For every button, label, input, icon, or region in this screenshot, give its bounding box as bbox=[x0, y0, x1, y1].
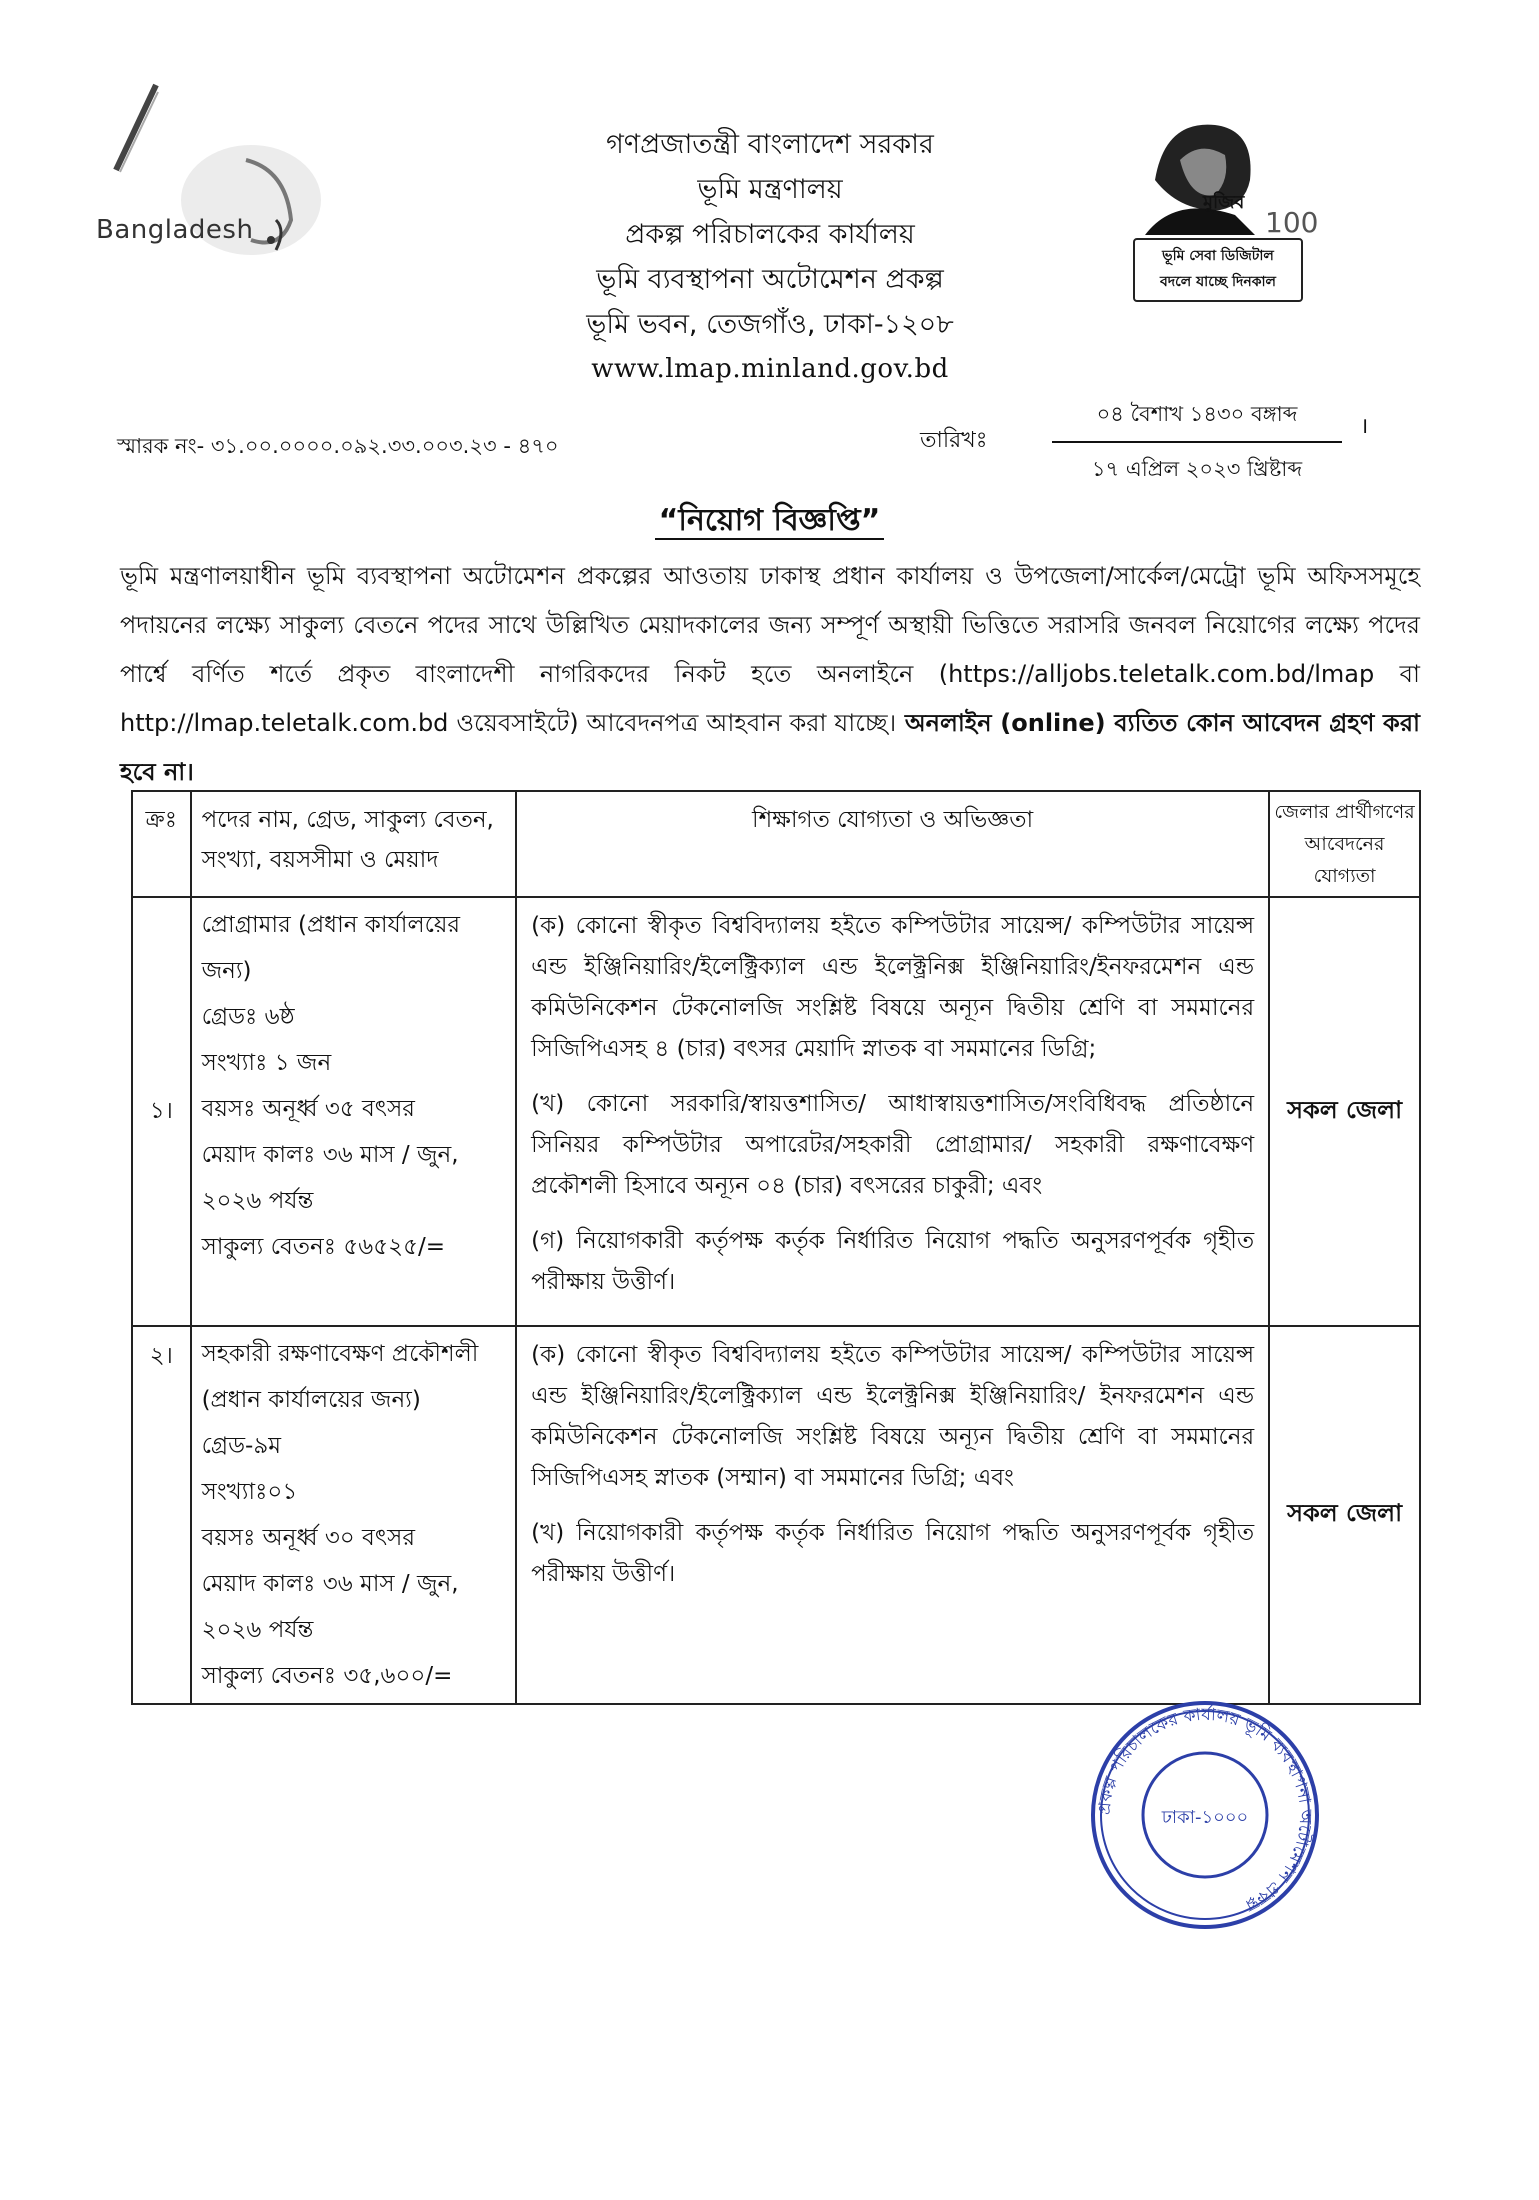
row-district: সকল জেলা bbox=[1269, 897, 1420, 1326]
seal-inner-text: ঢাকা-১০০০ bbox=[1161, 1807, 1249, 1828]
mujib-text: মুজিব bbox=[1203, 192, 1245, 213]
header-sl: ক্রঃ bbox=[132, 791, 191, 897]
table-header-row bbox=[132, 791, 1420, 897]
memo-number: স্মারক নং- ৩১.০০.০০০০.০৯২.৩৩.০০৩.২৩ - ৪৭০ bbox=[117, 434, 559, 458]
post-grade: গ্রেডঃ ৬ষ্ঠ bbox=[201, 1004, 295, 1030]
qualification-item: (খ) নিয়োগকারী কর্তৃপক্ষ কর্তৃক নির্ধারিত নিয়োগ পদ্ধতি অনুসরণপূর্বক গৃহীত পরীক্ষায় উত্তীর্ণ। bbox=[531, 1520, 1255, 1587]
table-row bbox=[132, 1326, 1420, 1704]
header-qualification: শিক্ষাগত যোগ্যতা ও অভিজ্ঞতা bbox=[516, 791, 1269, 897]
row-sl: ২। bbox=[132, 1326, 191, 1704]
row-qualification bbox=[516, 897, 1269, 1326]
header-line-address: ভূমি ভবন, তেজগাঁও, ঢাকা-১২০৮ bbox=[586, 309, 954, 340]
seal-graphic bbox=[1085, 1695, 1325, 1935]
post-duration: মেয়াদ কালঃ ৩৬ মাস / জুন, ২০২৬ পর্যন্ত bbox=[201, 1142, 459, 1214]
intro-strong-text: অনলাইন (online) ব্যতিত কোন আবেদন গ্রহণ করা হবে না। bbox=[120, 709, 1420, 786]
header-line-ministry: ভূমি মন্ত্রণালয় bbox=[697, 174, 843, 205]
post-grade: গ্রেড-৯ম bbox=[201, 1433, 282, 1459]
seal-ring-text: প্রকল্প পরিচালকের কার্যালয় ভূমি ব্যবস্থাপনা অটোমেশন প্রকল্প bbox=[1094, 1704, 1316, 1916]
logo-graphic bbox=[96, 80, 326, 280]
date-bangla: ০৪ বৈশাখ ১৪৩০ বঙ্গাব্দ bbox=[1052, 398, 1342, 443]
qualification-item: (গ) নিয়োগকারী কর্তৃপক্ষ কর্তৃক নির্ধারিত নিয়োগ পদ্ধতি অনুসরণপূর্বক গৃহীত পরীক্ষায় উত্তীর্ণ। bbox=[531, 1228, 1255, 1295]
post-duration: মেয়াদ কালঃ ৩৬ মাস / জুন, ২০২৬ পর্যন্ত bbox=[201, 1571, 459, 1643]
logo-text: Bangladesh bbox=[96, 215, 254, 245]
logo-mujib-100 bbox=[1125, 110, 1319, 315]
qualification-item: (ক) কোনো স্বীকৃত বিশ্ববিদ্যালয় হইতে কম্পিউটার সায়েন্স/ কম্পিউটার সায়েন্স এন্ড ইঞ্জিনিয়ারিং/ইলেক্ট্রিক্যাল এন্ড ইলেক্ট্রনিক্স ইঞ্জিনিয়ারিং/ইনফরমেশন এন্ড কমিউনিকেশন টেকনোলজি সংশ্লিষ্ট বিষয়ে অন্যূন দ্বিতীয় শ্রেণি বা সমমানের সিজিপিএসহ ৪ (চার) বৎসর মেয়াদি স্নাতক বা সমমানের ডিগ্রি; bbox=[531, 913, 1255, 1062]
job-table bbox=[131, 790, 1421, 1705]
post-title: প্রোগ্রামার (প্রধান কার্যালয়ের জন্য) bbox=[201, 912, 461, 984]
header-url-link[interactable]: www.lmap.minland.gov.bd bbox=[591, 354, 949, 384]
date-block bbox=[1052, 398, 1342, 488]
intro-text: ভূমি মন্ত্রণালয়াধীন ভূমি ব্যবস্থাপনা অটোমেশন প্রকল্পের আওতায় ঢাকাস্থ প্রধান কার্যালয় ও উপজেলা/সার্কেল/মেট্রো ভূমি অফিসসমূহে পদায়নের লক্ষ্যে সাকুল্য বেতনে পদের সাথে উল্লিখিত মেয়াদকালের জন্য সম্পূর্ণ অস্থায়ী ভিত্তিতে সরাসরি জনবল নিয়োগের লক্ষ্যে পদের পার্শ্বে বর্ণিত শর্তে প্রকৃত বাংলাদেশী নাগরিকদের নিকট হতে অনলাইনে (https://alljobs.teletalk.com.bd/lmap বা http://lmap.teletalk.com.bd ওয়েবসাইটে) আবেদনপত্র আহবান করা যাচ্ছে। bbox=[120, 562, 1420, 737]
tagline-1: ভূমি সেবা ডিজিটাল bbox=[1162, 248, 1274, 264]
post-age: বয়সঃ অনূর্ধ্ব ৩৫ বৎসর bbox=[201, 1096, 415, 1122]
date-label: তারিখঃ bbox=[920, 428, 988, 453]
logo-bangladesh bbox=[96, 80, 326, 280]
header-district: জেলার প্রার্থীগণের আবেদনের যোগ্যতা bbox=[1269, 791, 1420, 897]
row-post bbox=[191, 1326, 517, 1704]
qualification-item: (ক) কোনো স্বীকৃত বিশ্ববিদ্যালয় হইতে কম্পিউটার সায়েন্স/ কম্পিউটার সায়েন্স এন্ড ইঞ্জিনিয়ারিং/ইলেক্ট্রিক্যাল এন্ড ইলেক্ট্রনিক্স ইঞ্জিনিয়ারিং/ ইনফরমেশন এন্ড কমিউনিকেশন টেকনোলজি সংশ্লিষ্ট বিষয়ে অন্যূন দ্বিতীয় শ্রেণি বা সমমানের সিজিপিএসহ স্নাতক (সম্মান) বা সমমানের ডিগ্রি; এবং bbox=[531, 1342, 1255, 1491]
date-english: ১৭ এপ্রিল ২০২৩ খ্রিষ্টাব্দ bbox=[1091, 457, 1303, 481]
office-seal-stamp bbox=[1085, 1695, 1325, 1935]
post-title: সহকারী রক্ষণাবেক্ষণ প্রকৌশলী (প্রধান কার্যালয়ের জন্য) bbox=[201, 1341, 479, 1413]
office-header bbox=[540, 122, 1000, 392]
header-line-project: ভূমি ব্যবস্থাপনা অটোমেশন প্রকল্প bbox=[596, 264, 944, 295]
tagline-box bbox=[1133, 238, 1303, 302]
header-line-office: প্রকল্প পরিচালকের কার্যালয় bbox=[625, 219, 915, 250]
notice-title bbox=[0, 496, 1539, 547]
date-end-mark: । bbox=[1360, 414, 1369, 439]
row-sl: ১। bbox=[132, 897, 191, 1326]
post-salary: সাকুল্য বেতনঃ ৩৫,৬০০/= bbox=[201, 1663, 453, 1689]
post-count: সংখ্যাঃ ১ জন bbox=[201, 1050, 332, 1076]
row-district: সকল জেলা bbox=[1269, 1326, 1420, 1704]
table-row bbox=[132, 897, 1420, 1326]
row-post bbox=[191, 897, 517, 1326]
notice-title-text: “নিয়োগ বিজ্ঞপ্তি” bbox=[655, 503, 885, 540]
post-salary: সাকুল্য বেতনঃ ৫৬৫২৫/= bbox=[201, 1234, 446, 1260]
post-age: বয়সঃ অনূর্ধ্ব ৩০ বৎসর bbox=[201, 1525, 415, 1551]
header-line-government: গণপ্রজাতন্ত্রী বাংলাদেশ সরকার bbox=[606, 129, 934, 160]
hundred-text: 100 bbox=[1265, 206, 1319, 239]
post-count: সংখ্যাঃ০১ bbox=[201, 1479, 298, 1505]
tagline-2: বদলে যাচ্ছে দিনকাল bbox=[1160, 274, 1276, 290]
row-qualification bbox=[516, 1326, 1269, 1704]
header-post: পদের নাম, গ্রেড, সাকুল্য বেতন, সংখ্যা, বয়সসীমা ও মেয়াদ bbox=[191, 791, 517, 897]
intro-paragraph bbox=[120, 552, 1420, 797]
qualification-item: (খ) কোনো সরকারি/স্বায়ত্তশাসিত/ আধাস্বায়ত্তশাসিত/সংবিধিবদ্ধ প্রতিষ্ঠানে সিনিয়র কম্পিউটার অপারেটর/সহকারী প্রোগ্রামার/ সহকারী রক্ষণাবেক্ষণ প্রকৌশলী হিসাবে অন্যূন ০৪ (চার) বৎসরের চাকুরী; এবং bbox=[531, 1091, 1255, 1199]
